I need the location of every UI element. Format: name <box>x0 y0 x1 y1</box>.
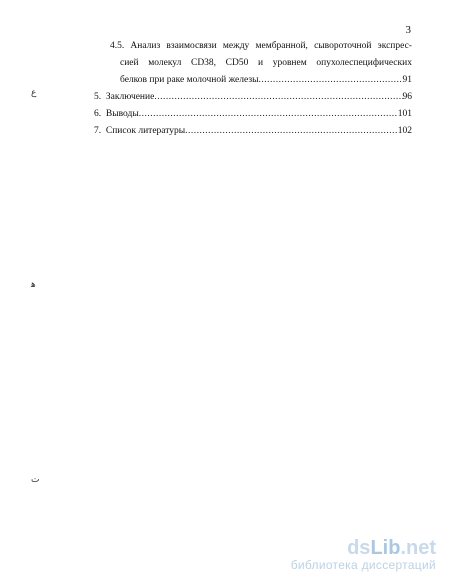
toc-item-title: 5. Заключение <box>94 92 155 102</box>
page-number: 3 <box>405 24 411 36</box>
toc-page-number: 91 <box>402 75 412 85</box>
toc-word: сией <box>120 58 139 68</box>
watermark-logo <box>291 538 436 558</box>
toc-item-title: белков при раке молочной железы <box>120 75 259 85</box>
toc-word: экспрес- <box>377 41 412 51</box>
leader-dots <box>154 89 402 106</box>
dslib-watermark <box>291 538 436 572</box>
toc-word: уровнем <box>272 58 307 68</box>
toc-page-number: 96 <box>402 92 412 102</box>
toc-item-title: 6. Выводы <box>94 109 139 119</box>
toc-word: сывороточной <box>314 41 372 51</box>
margin-mark-2: ﻫ <box>31 280 36 290</box>
toc-word: молекул <box>148 58 182 68</box>
toc-item-6 <box>94 106 412 123</box>
leader-dots <box>139 106 398 123</box>
toc-item-4-5-line-3 <box>120 72 412 89</box>
leader-dots <box>258 72 402 89</box>
toc-item-4-5-line-1 <box>110 38 412 55</box>
toc-item-5 <box>94 89 412 106</box>
toc-word: 4.5. <box>110 41 125 51</box>
toc-page-number: 101 <box>397 109 412 119</box>
watermark-net: .net <box>400 537 436 559</box>
toc-word: CD50 <box>225 58 249 68</box>
toc-word: и <box>257 58 264 68</box>
toc-item-4-5-line-2 <box>120 55 412 72</box>
toc-item-title: 7. Список литературы <box>94 126 186 136</box>
toc-word: взаимосвязи <box>166 41 217 51</box>
toc-item-7 <box>94 123 412 140</box>
margin-mark-3: ﺕ <box>31 475 40 485</box>
toc-word: между <box>222 41 250 51</box>
watermark-ds: ds <box>347 537 371 559</box>
toc-word: опухолеспецифических <box>316 58 412 68</box>
margin-mark-1: ع <box>31 88 37 98</box>
watermark-tagline: библиотека диссертаций <box>290 558 436 572</box>
leader-dots <box>185 123 398 140</box>
toc-word: Анализ <box>130 41 161 51</box>
toc-word: CD38, <box>190 58 217 68</box>
toc-page-number: 102 <box>397 126 412 136</box>
toc-word: мембранной, <box>255 41 308 51</box>
watermark-lib: Lib <box>370 537 401 559</box>
